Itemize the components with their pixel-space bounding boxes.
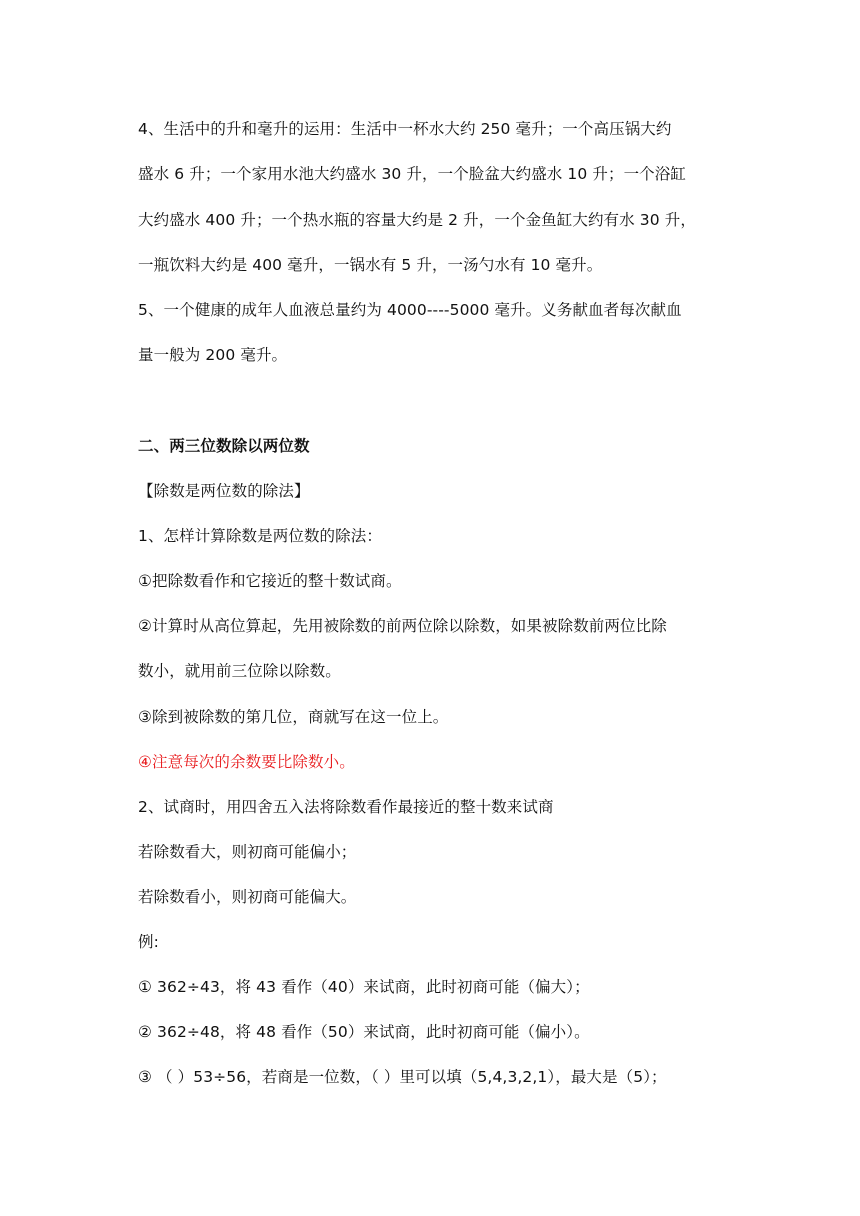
text-line: 大约盛水 400 升；一个热水瓶的容量大约是 2 升，一个金鱼缸大约有水 30 升， (138, 211, 696, 229)
section-subheading: 【除数是两位数的除法】 (138, 482, 310, 500)
text-line: 盛水 6 升；一个家用水池大约盛水 30 升，一个脸盆大约盛水 10 升；一个浴缸 (138, 165, 686, 183)
text-line: 1、怎样计算除数是两位数的除法： (138, 527, 382, 545)
example-item: ② 362÷48，将 48 看作（50）来试商，此时初商可能（偏小）。 (138, 1023, 590, 1041)
highlight-note: ④注意每次的余数要比除数小。 (138, 753, 355, 771)
text-line: 4、生活中的升和毫升的运用：生活中一杯水大约 250 毫升；一个高压锅大约 (138, 120, 672, 138)
text-line: 若除数看小，则初商可能偏大。 (138, 888, 357, 906)
example-item: ① 362÷43，将 43 看作（40）来试商，此时初商可能（偏大）； (138, 978, 590, 996)
text-line: 2、试商时，用四舍五入法将除数看作最接近的整十数来试商 (138, 798, 554, 816)
text-line: ②计算时从高位算起，先用被除数的前两位除以除数，如果被除数前两位比除 (138, 617, 667, 635)
example-item: ③ （ ）53÷56，若商是一位数，（ ）里可以填（5,4,3,2,1），最大是（5）； (138, 1068, 667, 1086)
text-line: ③除到被除数的第几位，商就写在这一位上。 (138, 708, 449, 726)
text-line: 5、一个健康的成年人血液总量约为 4000----5000 毫升。义务献血者每次献血 (138, 301, 682, 319)
text-line: 一瓶饮料大约是 400 毫升，一锅水有 5 升，一汤勺水有 10 毫升。 (138, 256, 603, 274)
section-heading: 二、两三位数除以两位数 (138, 437, 310, 455)
text-line: 量一般为 200 毫升。 (138, 346, 288, 364)
example-label: 例: (138, 933, 159, 951)
text-line: ①把除数看作和它接近的整十数试商。 (138, 572, 402, 590)
text-line: 数小，就用前三位除以除数。 (138, 662, 341, 680)
text-line: 若除数看大，则初商可能偏小； (138, 843, 357, 861)
